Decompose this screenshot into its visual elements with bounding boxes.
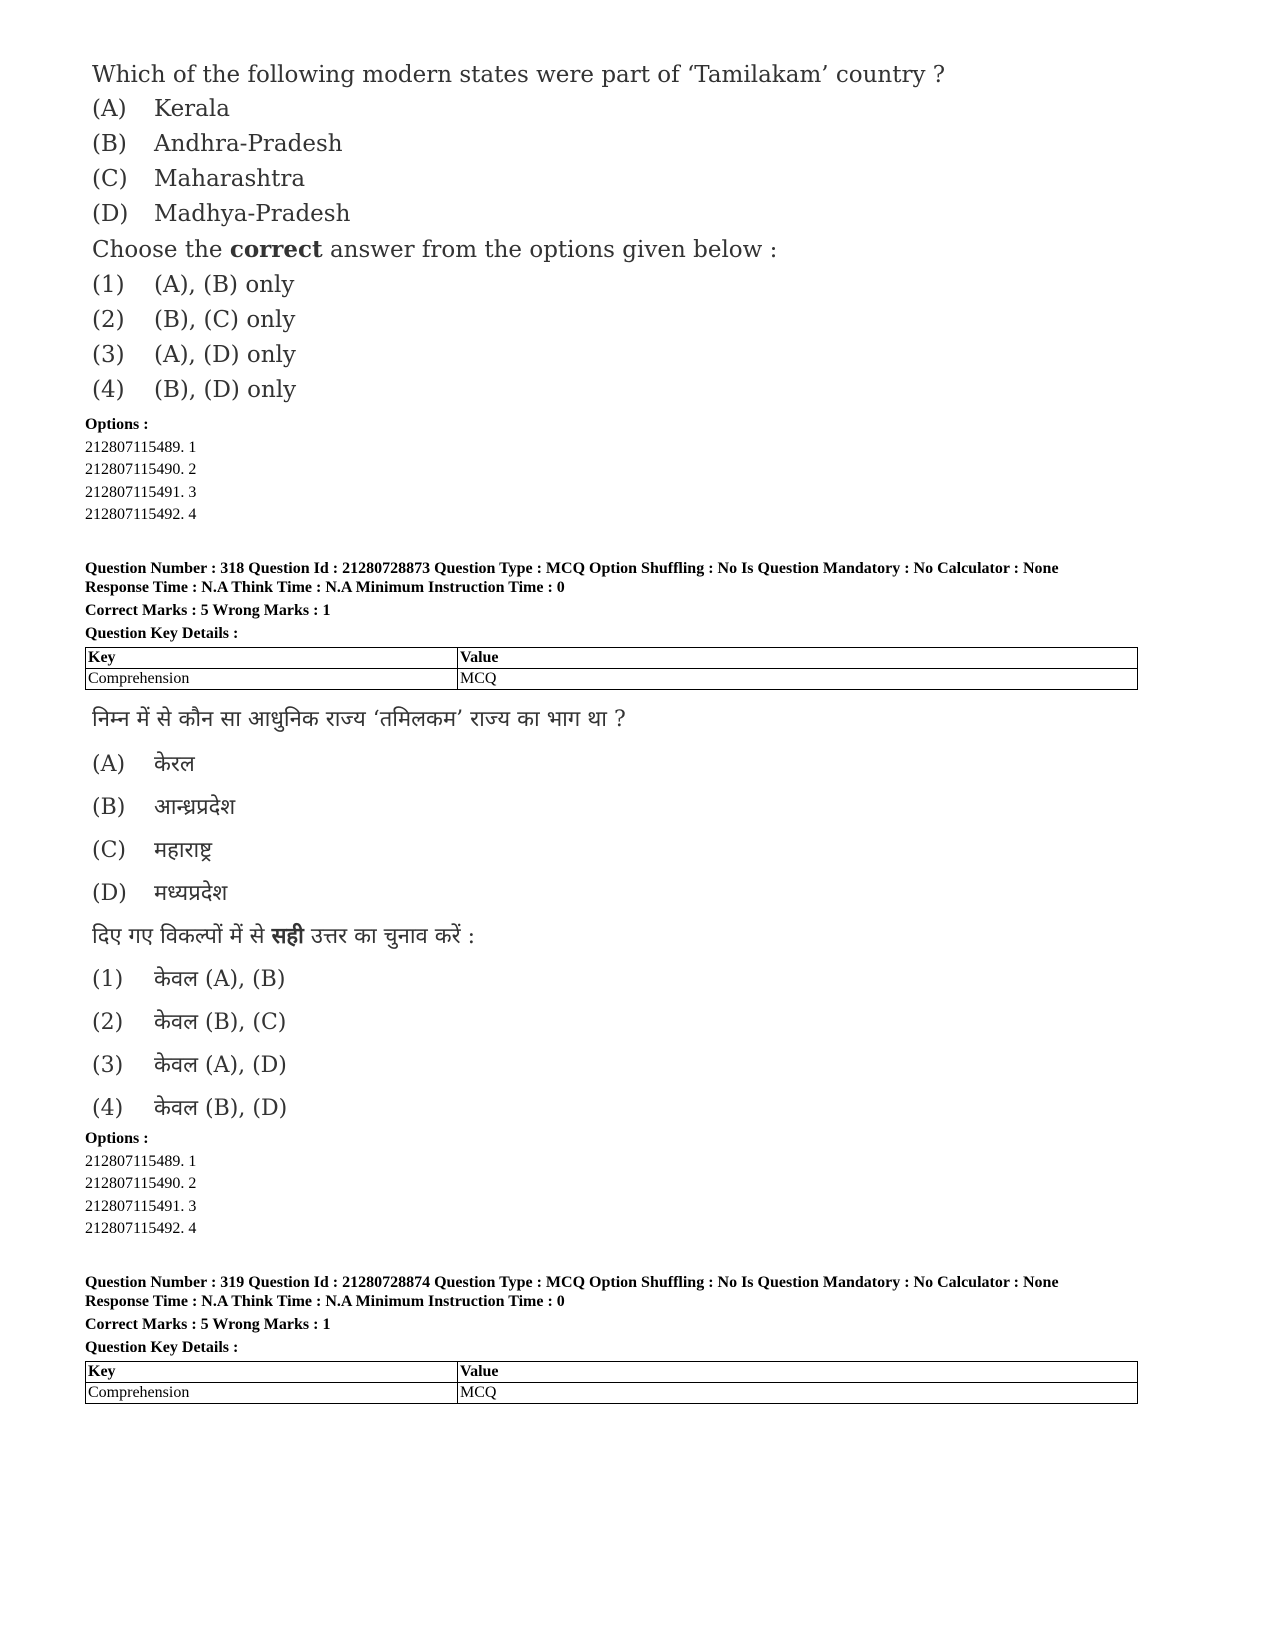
table-header-cell: Value <box>458 648 1138 669</box>
options-header: Options : <box>85 1130 149 1147</box>
statement-a: (A) केरल <box>92 752 195 777</box>
question-instruction: दिए गए विकल्पों में से सही उत्तर का चुनाव करें : <box>92 923 476 949</box>
choice-4: (4) (B), (D) only <box>92 377 297 403</box>
choice-3: (3) केवल (A), (D) <box>92 1053 287 1078</box>
statement-a: (A) Kerala <box>92 96 230 122</box>
key-details-table <box>85 1361 1138 1404</box>
statement-b: (B) Andhra-Pradesh <box>92 131 343 157</box>
options-header: Options : <box>85 416 149 433</box>
question-meta-line: Response Time : N.A Think Time : N.A Minimum Instruction Time : 0 <box>85 1293 565 1310</box>
table-header-row <box>86 1362 1138 1383</box>
question-meta-line: Question Number : 319 Question Id : 21280728874 Question Type : MCQ Option Shuffling : No Is Question Mandatory : No Calculator : None <box>85 1274 1059 1291</box>
table-cell: MCQ <box>458 669 1138 690</box>
key-details-label: Question Key Details : <box>85 625 239 642</box>
table-header-cell: Key <box>86 1362 458 1383</box>
choice-3: (3) (A), (D) only <box>92 342 296 368</box>
key-details-label: Question Key Details : <box>85 1339 239 1356</box>
option-item: 212807115492. 4 <box>85 1220 197 1237</box>
statement-c: (C) Maharashtra <box>92 166 306 192</box>
question-meta <box>85 1273 1145 1357</box>
option-item: 212807115492. 4 <box>85 506 197 523</box>
question-image-english <box>92 58 945 408</box>
question-meta-line: Question Number : 318 Question Id : 21280728873 Question Type : MCQ Option Shuffling : No Is Question Mandatory : No Calculator : None <box>85 560 1059 577</box>
statement-d: (D) Madhya-Pradesh <box>92 201 351 227</box>
table-cell: Comprehension <box>86 1383 458 1404</box>
key-details-table <box>85 647 1138 690</box>
statement-c: (C) महाराष्ट्र <box>92 838 213 863</box>
question-meta <box>85 559 1145 643</box>
option-item: 212807115491. 3 <box>85 1197 197 1215</box>
table-header-cell: Key <box>86 648 458 669</box>
question-image-hindi <box>92 697 626 1130</box>
table-row <box>86 669 1138 690</box>
option-item: 212807115489. 1 <box>85 1152 197 1170</box>
marks-line: Correct Marks : 5 Wrong Marks : 1 <box>85 602 331 619</box>
option-item: 212807115490. 2 <box>85 1175 197 1192</box>
choice-2: (2) केवल (B), (C) <box>92 1010 287 1035</box>
question-stem: Which of the following modern states were part of ‘Tamilakam’ country ? <box>92 62 946 88</box>
table-header-row <box>86 648 1138 669</box>
choice-2: (2) (B), (C) only <box>92 307 296 333</box>
choice-4: (4) केवल (B), (D) <box>92 1096 288 1121</box>
question-stem: निम्न में से कौन सा आधुनिक राज्य ‘तमिलकम’ राज्य का भाग था ? <box>92 707 626 732</box>
table-cell: MCQ <box>458 1383 1138 1404</box>
option-item: 212807115490. 2 <box>85 461 197 478</box>
options-list <box>85 1128 196 1241</box>
statement-b: (B) आन्ध्रप्रदेश <box>92 795 236 820</box>
option-item: 212807115491. 3 <box>85 483 197 501</box>
choice-1: (1) केवल (A), (B) <box>92 967 286 992</box>
statement-d: (D) मध्यप्रदेश <box>92 881 228 906</box>
option-item: 212807115489. 1 <box>85 438 197 456</box>
question-meta-line: Response Time : N.A Think Time : N.A Minimum Instruction Time : 0 <box>85 579 565 596</box>
marks-line: Correct Marks : 5 Wrong Marks : 1 <box>85 1316 331 1333</box>
options-list <box>85 414 196 527</box>
choice-1: (1) (A), (B) only <box>92 272 295 298</box>
table-row <box>86 1383 1138 1404</box>
question-instruction: Choose the correct answer from the options given below : <box>92 236 778 263</box>
table-cell: Comprehension <box>86 669 458 690</box>
table-header-cell: Value <box>458 1362 1138 1383</box>
